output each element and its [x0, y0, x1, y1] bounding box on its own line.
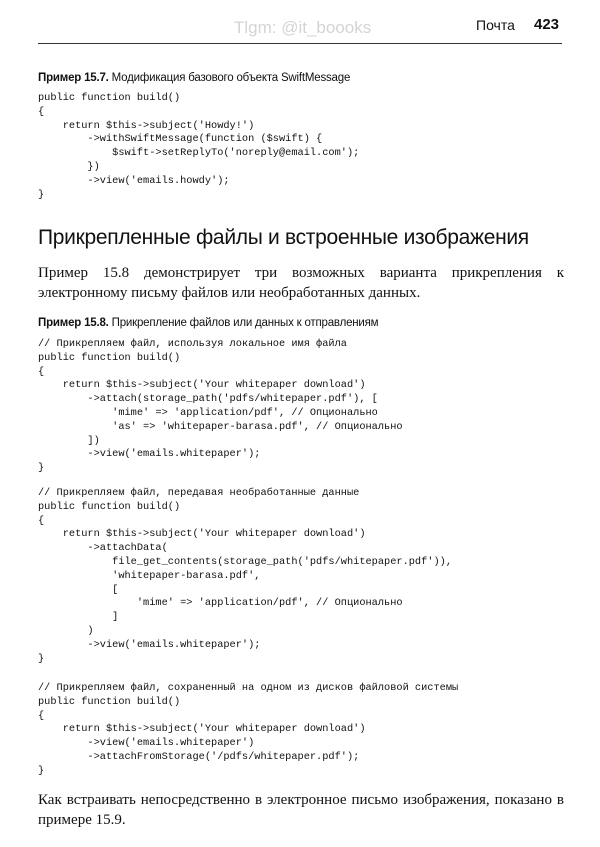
code-line: // Прикрепляем файл, используя локальное имя файла — [38, 338, 347, 350]
code-line: public function build() — [38, 92, 181, 104]
code-line: public function build() — [38, 500, 181, 513]
code-line: ]) — [38, 434, 100, 447]
code-line: ->attach(storage_path('pdfs/whitepaper.pdf'), [ — [38, 393, 378, 406]
code-line: } — [38, 764, 45, 777]
caption-label: Пример 15.8. — [38, 317, 109, 329]
code-line: return $this->subject('Howdy!') — [38, 119, 255, 132]
code-line: ->withSwiftMessage(function ($swift) { — [38, 133, 323, 146]
caption-title: Прикрепление файлов или данных к отправлениям — [108, 317, 379, 329]
example-15-7-caption — [38, 72, 350, 84]
code-line: } — [38, 188, 45, 201]
closing-paragraph: Как встраивать непосредственно в электронное письмо изображения, показано в примере 15.9. — [38, 792, 564, 828]
code-line: ->view('emails.whitepaper'); — [38, 448, 261, 461]
code-line: public function build() — [38, 695, 181, 708]
code-line: 'as' => 'whitepaper-barasa.pdf', // Опционально — [38, 420, 403, 433]
code-listing-15-7 — [38, 92, 359, 202]
running-title: Почта — [476, 17, 515, 33]
code-line: 'whitepaper-barasa.pdf', — [38, 569, 261, 582]
code-line: return $this->subject('Your whitepaper download') — [38, 379, 366, 392]
caption-title: Модификация базового объекта SwiftMessage — [108, 72, 351, 84]
page-number: 423 — [534, 16, 560, 33]
code-line: return $this->subject('Your whitepaper download') — [38, 528, 366, 541]
code-line: // Прикрепляем файл, сохраненный на одном из дисков файловой системы — [38, 682, 459, 694]
watermark: Tlgm: @it_boooks — [234, 18, 372, 37]
code-line: } — [38, 652, 45, 665]
code-line: 'mime' => 'application/pdf', // Опционально — [38, 597, 403, 610]
code-line: $swift->setReplyTo('noreply@email.com'); — [38, 147, 360, 160]
code-listing-15-8-raw-data — [38, 487, 452, 666]
code-line: ->view('emails.whitepaper') — [38, 737, 255, 750]
code-line: file_get_contents(storage_path('pdfs/whitepaper.pdf')), — [38, 555, 453, 568]
code-line: { — [38, 365, 45, 378]
code-line: ->view('emails.howdy'); — [38, 174, 230, 187]
code-line: public function build() — [38, 351, 181, 364]
code-line: { — [38, 105, 45, 118]
code-line: 'mime' => 'application/pdf', // Опционально — [38, 406, 378, 419]
code-listing-15-8-storage — [38, 682, 458, 779]
intro-paragraph: Пример 15.8 демонстрирует три возможных варианта прикрепления к электронному письму файлов или необработанных данных. — [38, 265, 564, 301]
caption-label: Пример 15.7. — [38, 72, 109, 84]
code-line: ->attachData( — [38, 542, 168, 555]
example-15-8-caption — [38, 317, 378, 329]
code-listing-15-8-local — [38, 338, 403, 476]
header-rule — [38, 43, 562, 44]
code-line: return $this->subject('Your whitepaper download') — [38, 723, 366, 736]
code-line: ->view('emails.whitepaper'); — [38, 638, 261, 651]
code-line: }) — [38, 160, 100, 173]
section-heading: Прикрепленные файлы и встроенные изображения — [38, 226, 529, 249]
code-line: // Прикрепляем файл, передавая необработанные данные — [38, 487, 360, 499]
code-line: } — [38, 462, 45, 475]
code-line: { — [38, 514, 45, 527]
code-line: { — [38, 709, 45, 722]
code-line: [ — [38, 583, 119, 596]
code-line: ->attachFromStorage('/pdfs/whitepaper.pdf'); — [38, 750, 360, 763]
code-line: ] — [38, 611, 119, 624]
code-line: ) — [38, 624, 94, 637]
